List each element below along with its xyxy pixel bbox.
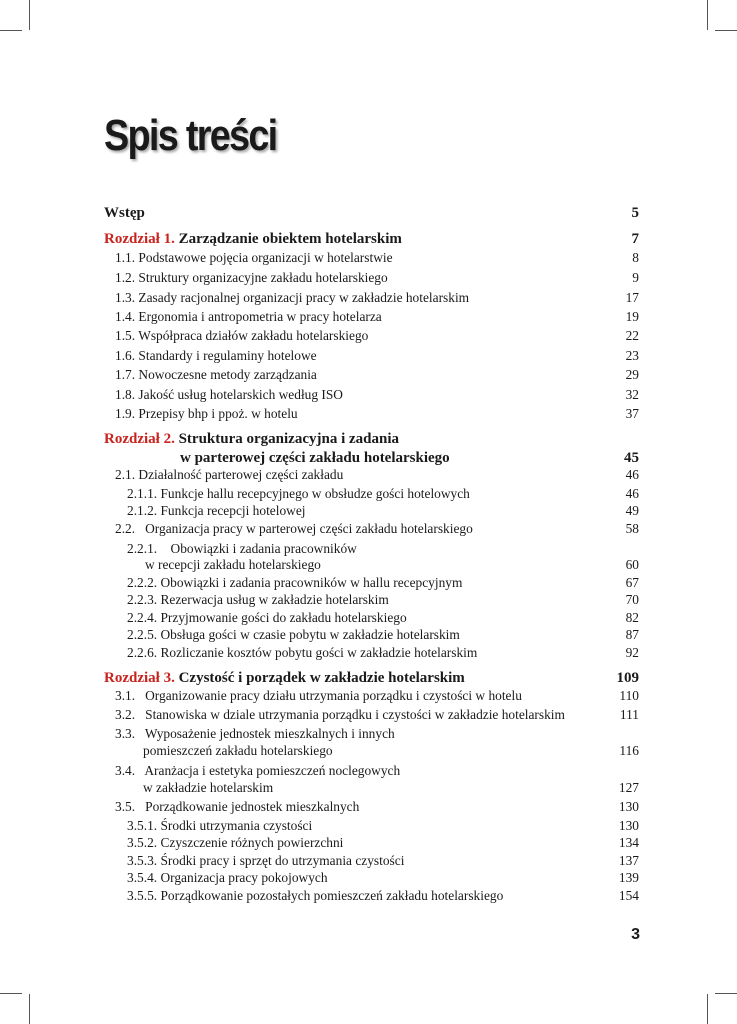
toc-item-page: 130 — [618, 818, 639, 833]
toc-item-title: 1.1. Podstawowe pojęcia organizacji w hotelarstwie — [115, 250, 393, 265]
toc-item-title: 2.2.6. Rozliczanie kosztów pobytu gości w zakładzie hotelarskim — [127, 645, 478, 660]
toc-item-title: 2.2. Organizacja pracy w parterowej części zakładu hotelarskiego — [115, 521, 473, 536]
toc-item-page: 137 — [618, 853, 639, 868]
toc-item-page: 58 — [625, 521, 639, 536]
toc-item-page: 92 — [625, 645, 639, 660]
toc-item-page: 8 — [632, 250, 639, 265]
toc-item-page: 29 — [625, 367, 639, 382]
toc-item-title: 2.2.5. Obsługa gości w czasie pobytu w zakładzie hotelarskim — [127, 627, 460, 642]
toc-entry-page: 7 — [631, 231, 639, 247]
toc-item-page: 134 — [618, 835, 639, 850]
toc-item-page: 111 — [619, 707, 639, 722]
toc-item-title: 1.7. Nowoczesne metody zarządzania — [115, 367, 317, 382]
toc-item-title: 1.2. Struktury organizacyjne zakładu hotelarskiego — [115, 270, 388, 285]
toc-item-title: 1.9. Przepisy bhp i ppoż. w hotelu — [115, 406, 298, 421]
toc-item-title: 2.2.2. Obowiązki i zadania pracowników w hallu recepcyjnym — [127, 575, 463, 590]
toc-item-title: w recepcji zakładu hotelarskiego — [145, 557, 321, 572]
toc-item-title: 3.5.5. Porządkowanie pozostałych pomieszczeń zakładu hotelarskiego — [127, 888, 504, 903]
toc-item-title: 1.8. Jakość usług hotelarskich według ISO — [115, 387, 343, 402]
toc-item-title: w zakładzie hotelarskim — [143, 780, 274, 795]
page-title: Spis treści — [104, 111, 277, 160]
chapter-label: Rozdział 1. — [104, 231, 175, 247]
page-number: 3 — [631, 926, 640, 943]
toc-item-page: 17 — [625, 290, 639, 305]
toc-item-page: 19 — [625, 309, 639, 324]
toc-item-title: 3.5.3. Środki pracy i sprzęt do utrzymania czystości — [127, 853, 405, 868]
toc-item-title: 2.1. Działalność parterowej części zakładu — [115, 467, 344, 482]
toc-item-title: 3.1. Organizowanie pracy działu utrzymania porządku i czystości w hotelu — [115, 688, 522, 703]
toc-item-title: 3.5.4. Organizacja pracy pokojowych — [127, 870, 328, 885]
toc-item-page: 87 — [625, 627, 639, 642]
toc-item-page: 22 — [625, 328, 639, 343]
toc-entry-page: 5 — [631, 205, 639, 221]
chapter-label: Rozdział 2. — [104, 431, 175, 447]
toc-item-page: 67 — [625, 575, 639, 590]
toc-item-title: 2.1.2. Funkcja recepcji hotelowej — [127, 503, 306, 518]
toc-item-title: 1.4. Ergonomia i antropometria w pracy hotelarza — [115, 309, 382, 324]
toc-item-page: 9 — [632, 270, 639, 285]
toc-item-title: 3.5. Porządkowanie jednostek mieszkalnych — [115, 799, 360, 814]
toc-item-page: 130 — [618, 799, 639, 814]
toc-item-page: 82 — [625, 610, 639, 625]
toc-item-page: 110 — [619, 688, 639, 703]
toc-item-title: 3.4. Aranżacja i estetyka pomieszczeń noclegowych — [115, 763, 401, 778]
chapter-title: Struktura organizacyjna i zadania — [178, 431, 400, 447]
toc-item-title: pomieszczeń zakładu hotelarskiego — [143, 743, 333, 758]
toc-item-page: 37 — [625, 406, 639, 421]
toc-item-page: 139 — [618, 870, 639, 885]
toc-item-title: 1.5. Współpraca działów zakładu hotelarskiego — [115, 328, 369, 343]
toc-item-title: 1.3. Zasady racjonalnej organizacji pracy w zakładzie hotelarskim — [115, 290, 470, 305]
toc-item-page: 127 — [618, 780, 639, 795]
toc-item-title: 3.3. Wyposażenie jednostek mieszkalnych i innych — [115, 726, 395, 741]
toc-item-title: 2.2.1. Obowiązki i zadania pracowników — [127, 541, 357, 556]
toc-item-title: 1.6. Standardy i regulaminy hotelowe — [115, 348, 317, 363]
toc-item-page: 116 — [619, 743, 639, 758]
toc-item-title: 3.5.2. Czyszczenie różnych powierzchni — [127, 835, 344, 850]
toc-item-page: 23 — [625, 348, 639, 363]
chapter-title: Zarządzanie obiektem hotelarskim — [178, 231, 402, 247]
toc-item-page: 49 — [625, 503, 639, 518]
chapter-title: Czystość i porządek w zakładzie hotelarskim — [178, 670, 465, 686]
toc-item-title: 3.2. Stanowiska w dziale utrzymania porządku i czystości w zakładzie hotelarskim — [115, 707, 565, 722]
toc-item-title: 3.5.1. Środki utrzymania czystości — [127, 818, 313, 833]
toc-item-page: 154 — [618, 888, 639, 903]
toc-item-title: 2.1.1. Funkcje hallu recepcyjnego w obsłudze gości hotelowych — [127, 486, 470, 501]
toc-item-page: 60 — [625, 557, 639, 572]
toc-item-page: 46 — [625, 467, 639, 482]
toc-item-title: 2.2.4. Przyjmowanie gości do zakładu hotelarskiego — [127, 610, 407, 625]
toc-item-title: 2.2.3. Rezerwacja usług w zakładzie hotelarskim — [127, 592, 389, 607]
chapter-label: Rozdział 3. — [104, 670, 175, 686]
toc-item-page: 32 — [625, 387, 639, 402]
toc-item-page: 46 — [625, 486, 639, 501]
toc-entry-page: 45 — [624, 450, 639, 466]
toc-entry-page: 109 — [616, 670, 639, 686]
toc-entry-title: Wstęp — [104, 205, 145, 221]
chapter-title: w parterowej części zakładu hotelarskiego — [180, 450, 450, 466]
toc-item-page: 70 — [625, 592, 639, 607]
